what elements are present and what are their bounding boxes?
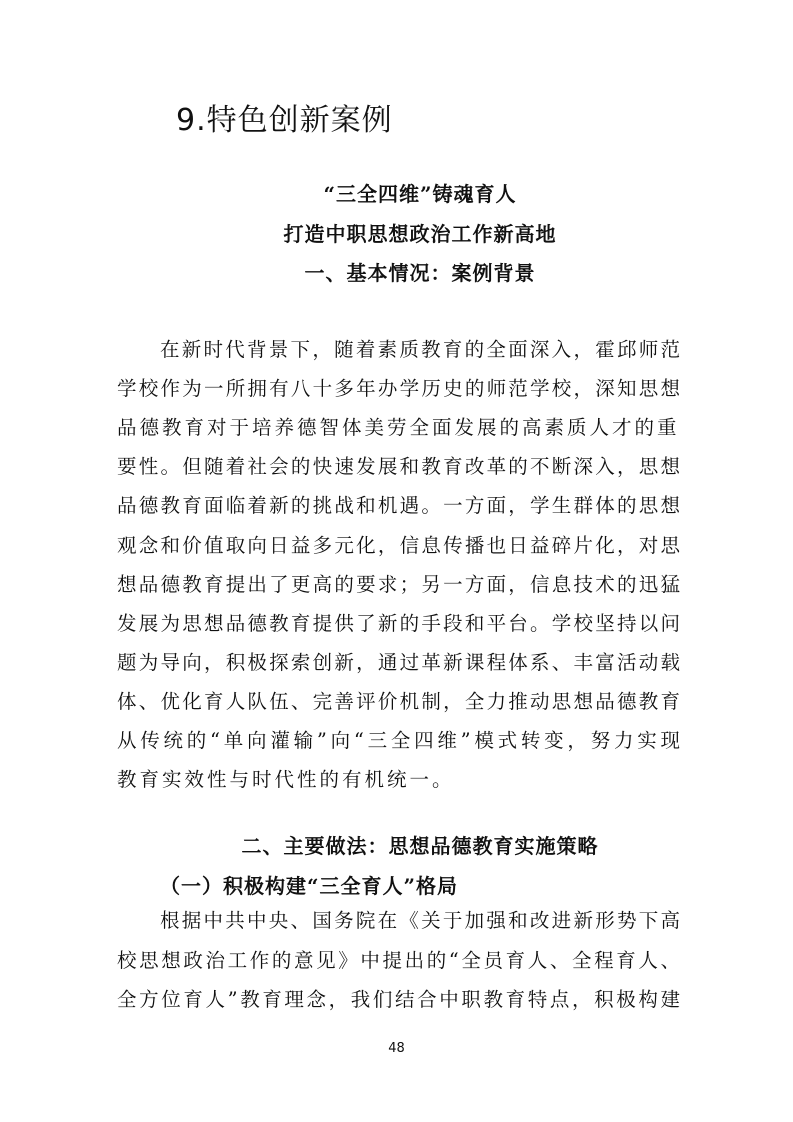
paragraph1-line: 品德教育对于培养德智体美劳全面发展的高素质人才的重 bbox=[117, 416, 680, 439]
paragraph1-line: 教育实效性与时代性的有机统一。 bbox=[117, 768, 455, 791]
paragraph1-line: 从传统的“单向灌输”向“三全四维”模式转变，努力实现 bbox=[117, 729, 680, 752]
paragraph1-line: 题为导向，积极探索创新，通过革新课程体系、丰富活动载 bbox=[117, 651, 680, 674]
paragraph1-line: 学校作为一所拥有八十多年办学历史的师范学校，深知思想 bbox=[117, 377, 680, 400]
heading-part1: 一、基本情况：案例背景 bbox=[304, 261, 536, 285]
paragraph2-line: 全方位育人”教育理念，我们结合中职教育特点，积极构建 bbox=[117, 988, 680, 1011]
paragraph1-line: 要性。但随着社会的快速发展和教育改革的不断深入，思想 bbox=[117, 455, 680, 478]
section-title: 9.特色创新案例 bbox=[176, 103, 393, 138]
paragraph1-line: 品德教育面临着新的挑战和机遇。一方面，学生群体的思想 bbox=[117, 494, 680, 517]
heading-part2: 二、主要做法：思想品德教育实施策略 bbox=[241, 834, 599, 858]
paragraph1-line: 在新时代背景下，随着素质教育的全面深入，霍邱师范 bbox=[160, 338, 680, 361]
paragraph1-line: 发展为思想品德教育提供了新的手段和平台。学校坚持以问 bbox=[117, 612, 680, 635]
paragraph2-line: 根据中共中央、国务院在《关于加强和改进新形势下高 bbox=[160, 909, 680, 932]
paragraph2-line: 校思想政治工作的意见》中提出的“全员育人、全程育人、 bbox=[117, 949, 680, 972]
case-title-line1: “三全四维”铸魂育人 bbox=[323, 182, 517, 206]
paragraph1-line: 想品德教育提出了更高的要求；另一方面，信息技术的迅猛 bbox=[117, 573, 680, 596]
subheading-1: （一）积极构建“三全育人”格局 bbox=[160, 874, 459, 898]
page-number: 48 bbox=[388, 1041, 405, 1056]
case-title-line2: 打造中职思想政治工作新高地 bbox=[283, 222, 557, 246]
paragraph1-line: 体、优化育人队伍、完善评价机制，全力推动思想品德教育 bbox=[117, 690, 680, 713]
paragraph1-line: 观念和价值取向日益多元化，信息传播也日益碎片化，对思 bbox=[117, 534, 680, 557]
